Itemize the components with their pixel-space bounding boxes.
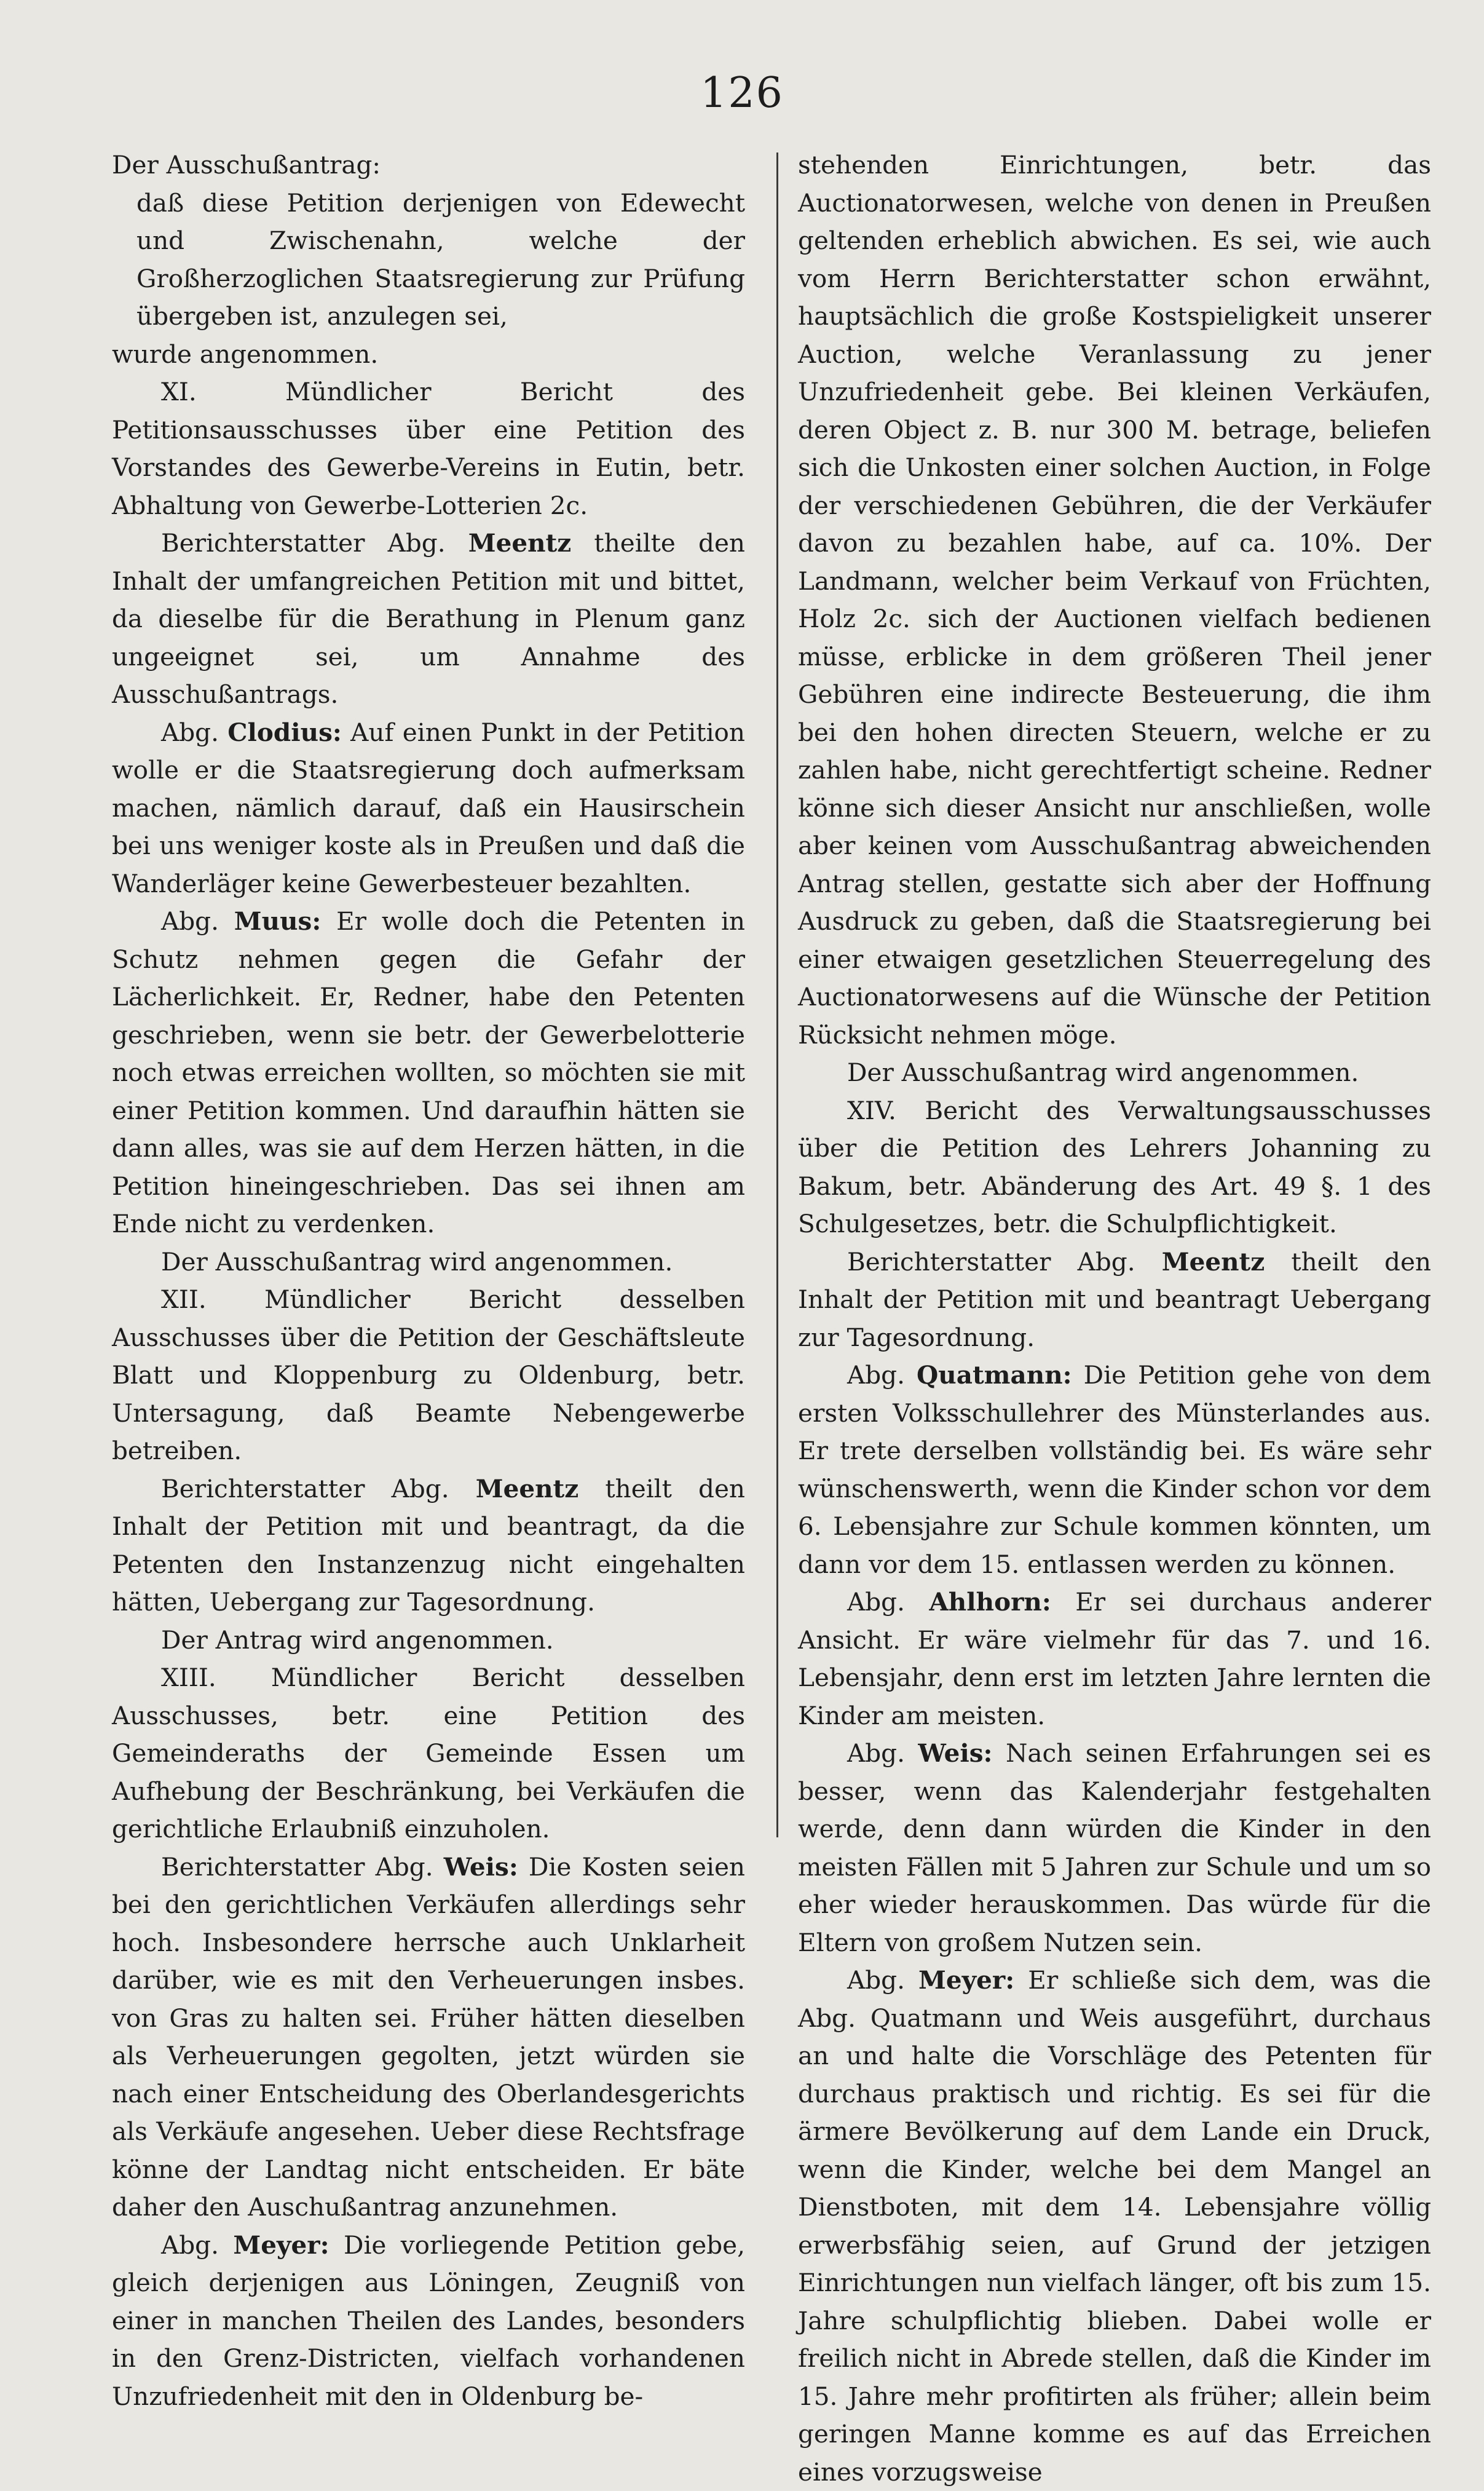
speaker-name: Meentz [1161, 1246, 1265, 1277]
paragraph [798, 1356, 1431, 1583]
speaker-name: Meentz [468, 528, 572, 558]
paragraph-text: Die Kosten seien bei den gerichtlichen Verkäufen allerdings sehr hoch. Insbesondere herrsche auch Unklarheit darüber, wie es mit den Verheuerungen insbes. von Gras zu halten sei. Früher hätten dieselben als Verheuerungen gegolten, jetzt würden sie nach einer Entscheidung des Oberlandesgerichts als Verkäufe angesehen. Ueber diese Rechtsfrage könne der Landtag nicht entscheiden. Er bäte daher den Auschußantrag anzunehmen. [112, 1851, 745, 2222]
paragraph [798, 1092, 1431, 1243]
paragraph-text: Der Ausschußantrag: [112, 150, 381, 180]
speaker-name: Weis: [918, 1738, 993, 1768]
speaker-prefix: Berichterstatter Abg. [161, 1473, 476, 1503]
paragraph [112, 1243, 745, 1281]
speaker-name: Clodius: [227, 717, 342, 747]
left-column [112, 146, 745, 2415]
speaker-name: Quatmann: [917, 1360, 1072, 1390]
paragraph-text: Der Ausschußantrag wird angenommen. [847, 1058, 1359, 1087]
paragraph-text: XII. Mündlicher Bericht desselben Ausschusses über die Petition der Geschäftsleute Blatt und Kloppenburg zu Oldenburg, betr. Untersagung, daß Beamte Nebengewerbe betreiben. [112, 1285, 745, 1465]
paragraph [112, 525, 745, 714]
paragraph [112, 714, 745, 903]
paragraph-text: theilte den Inhalt der umfangreichen Petition mit und bittet, da dieselbe für die Berathung in Plenum ganz ungeeignet sei, um Annahme des Ausschußantrags. [112, 528, 746, 709]
speaker-name: Ahlhorn: [929, 1587, 1051, 1617]
paragraph-text: Der Antrag wird angenommen. [161, 1625, 554, 1655]
paragraph-text: Er wolle doch die Petenten in Schutz nehmen gegen die Gefahr der Lächerlichkeit. Er, Redner, habe den Petenten geschrieben, wenn sie betr. der Gewerbelotterie noch etwas erreichen wollten, so möchten sie mit einer Petition kommen. Und daraufhin hätten sie dann alles, was sie auf dem Herzen hätten, in die Petition hineingeschrieben. Das sei ihnen am Ende nicht zu verdenken. [112, 906, 745, 1238]
page-number: 126 [700, 69, 784, 117]
paragraph-text: XIV. Bericht des Verwaltungsausschusses über die Petition des Lehrers Johanning zu Bakum, betr. Abänderung des Art. 49 §. 1 des Schulgesetzes, betr. die Schulpflichtigkeit. [798, 1095, 1431, 1238]
paragraph-text: XIII. Mündlicher Bericht desselben Ausschusses, betr. eine Petition des Gemeinderaths der Gemeinde Essen um Aufhebung der Beschränkung, bei Verkäufen die gerichtliche Erlaubniß einzuholen. [112, 1663, 745, 1843]
paragraph-text: Der Ausschußantrag wird angenommen. [161, 1246, 673, 1277]
paragraph [112, 1622, 745, 1660]
paragraph [112, 1281, 745, 1470]
paragraph-text: Die vorliegende Petition gebe, gleich derjenigen aus Löningen, Zeugniß von einer in manchen Theilen des Landes, besonders in den Grenz-Districten, vielfach vorhandenen Unzufriedenheit mit den in Oldenburg be- [112, 2230, 745, 2411]
speaker-name: Meyer: [918, 1965, 1015, 1995]
paragraph-text: Die Petition gehe von dem ersten Volksschullehrer des Münsterlandes aus. Er trete derselben vollständig bei. Es wäre sehr wünschenswerth, wenn die Kinder schon vor dem 6. Lebensjahre zur Schule kommen könnten, um dann vor dem 15. entlassen werden zu können. [798, 1360, 1431, 1579]
paragraph-text: daß diese Petition derjenigen von Edewecht und Zwischenahn, welche der Großherzoglichen Staatsregierung zur Prüfung übergeben ist, anzulegen sei, [136, 188, 745, 331]
speaker-prefix: Abg. [161, 2230, 234, 2260]
paragraph-text: Auf einen Punkt in der Petition wolle er die Staatsregierung doch aufmerksam machen, nämlich darauf, daß ein Hausirschein bei uns weniger koste als in Preußen und daß die Wanderläger keine Gewerbesteuer bezahlten. [112, 717, 745, 898]
speaker-prefix: Abg. [847, 1738, 918, 1768]
speaker-prefix: Abg. [161, 717, 228, 747]
speaker-prefix: Abg. [847, 1965, 919, 1995]
column-divider [776, 152, 778, 1837]
speaker-name: Meentz [475, 1473, 579, 1503]
speaker-prefix: Abg. [847, 1360, 917, 1390]
paragraph-text: XI. Mündlicher Bericht des Petitionsausschusses über eine Petition des Vorstandes des Gewerbe-Vereins in Eutin, betr. Abhaltung von Gewerbe-Lotterien 2c. [112, 377, 745, 520]
speaker-name: Muus: [234, 906, 322, 936]
paragraph [112, 1848, 745, 2227]
speaker-prefix: Berichterstatter Abg. [161, 1851, 444, 1882]
paragraph [112, 184, 745, 336]
paragraph [112, 2227, 745, 2416]
speaker-prefix: Berichterstatter Abg. [161, 528, 468, 558]
speaker-prefix: Abg. [847, 1587, 929, 1617]
paragraph-text: theilt den Inhalt der Petition mit und beantragt Uebergang zur Tagesordnung. [798, 1246, 1432, 1352]
paragraph-text: Er schließe sich dem, was die Abg. Quatmann und Weis ausgeführt, durchaus an und halte die Vorschläge des Petenten für durchaus praktisch und richtig. Es sei für die ärmere Bevölkerung auf dem Lande ein Druck, wenn die Kinder, welche bei dem Mangel an Dienstboten, mit dem 14. Lebensjahre völlig erwerbsfähig seien, auf Grund der jetzigen Einrichtungen nun vielfach länger, oft bis zum 15. Jahre schulpflichtig blieben. Dabei wolle er freilich nicht in Abrede stellen, daß die Kinder im 15. Jahre mehr profitirten als früher; allein beim geringen Manne komme es auf das Erreichen eines vorzugsweise [798, 1965, 1431, 2487]
paragraph [798, 1054, 1431, 1092]
paragraph-text: wurde angenommen. [112, 339, 379, 369]
paragraph [112, 373, 745, 525]
speaker-prefix: Abg. [161, 906, 234, 936]
paragraph [798, 1243, 1431, 1357]
right-column [798, 146, 1431, 2491]
paragraph-text: Nach seinen Erfahrungen sei es besser, wenn das Kalenderjahr festgehalten werde, denn dann würden die Kinder in den meisten Fällen mit 5 Jahren zur Schule und um so eher wieder herauskommen. Das würde für die Eltern von großem Nutzen sein. [798, 1738, 1431, 1957]
paragraph-text: stehenden Einrichtungen, betr. das Auctionatorwesen, welche von denen in Preußen geltenden erheblich abwichen. Es sei, wie auch vom Herrn Berichterstatter schon erwähnt, hauptsächlich die große Kostspieligkeit unserer Auction, welche Veranlassung zu jener Unzufriedenheit gebe. Bei kleinen Verkäufen, deren Object z. B. nur 300 M. betrage, beliefen sich die Unkosten einer solchen Auction, in Folge der verschiedenen Gebühren, die der Verkäufer davon zu bezahlen habe, auf ca. 10%. Der Landmann, welcher beim Verkauf von Früchten, Holz 2c. sich der Auctionen vielfach bedienen müsse, erblicke in dem größeren Theil jener Gebühren eine indirecte Besteuerung, die ihm bei den hohen directen Steuern, welche er zu zahlen habe, nicht gerechtfertigt scheine. Redner könne sich dieser Ansicht nur anschließen, wolle aber keinen vom Ausschußantrag abweichenden Antrag stellen, gestatte sich aber der Hoffnung Ausdruck zu geben, daß die Staatsregierung bei einer etwaigen gesetzlichen Steuerregelung des Auctionatorwesens auf die Wünsche der Petition Rücksicht nehmen möge. [798, 150, 1431, 1050]
paragraph [798, 1583, 1431, 1735]
speaker-name: Weis: [443, 1851, 518, 1882]
paragraph [112, 1470, 745, 1622]
paragraph-text: theilt den Inhalt der Petition mit und beantragt, da die Petenten den Instanzenzug nicht eingehalten hätten, Uebergang zur Tagesordnung. [112, 1473, 746, 1617]
speaker-prefix: Berichterstatter Abg. [847, 1246, 1162, 1277]
paragraph [112, 146, 745, 184]
paragraph [112, 1659, 745, 1848]
paragraph [798, 146, 1431, 1054]
paragraph-text: Er sei durchaus anderer Ansicht. Er wäre vielmehr für das 7. und 16. Lebensjahr, denn erst im letzten Jahre lernten die Kinder am meisten. [798, 1587, 1431, 1730]
paragraph [798, 1962, 1431, 2491]
paragraph [112, 336, 745, 374]
speaker-name: Meyer: [233, 2230, 330, 2260]
paragraph [798, 1735, 1431, 1962]
paragraph [112, 903, 745, 1243]
